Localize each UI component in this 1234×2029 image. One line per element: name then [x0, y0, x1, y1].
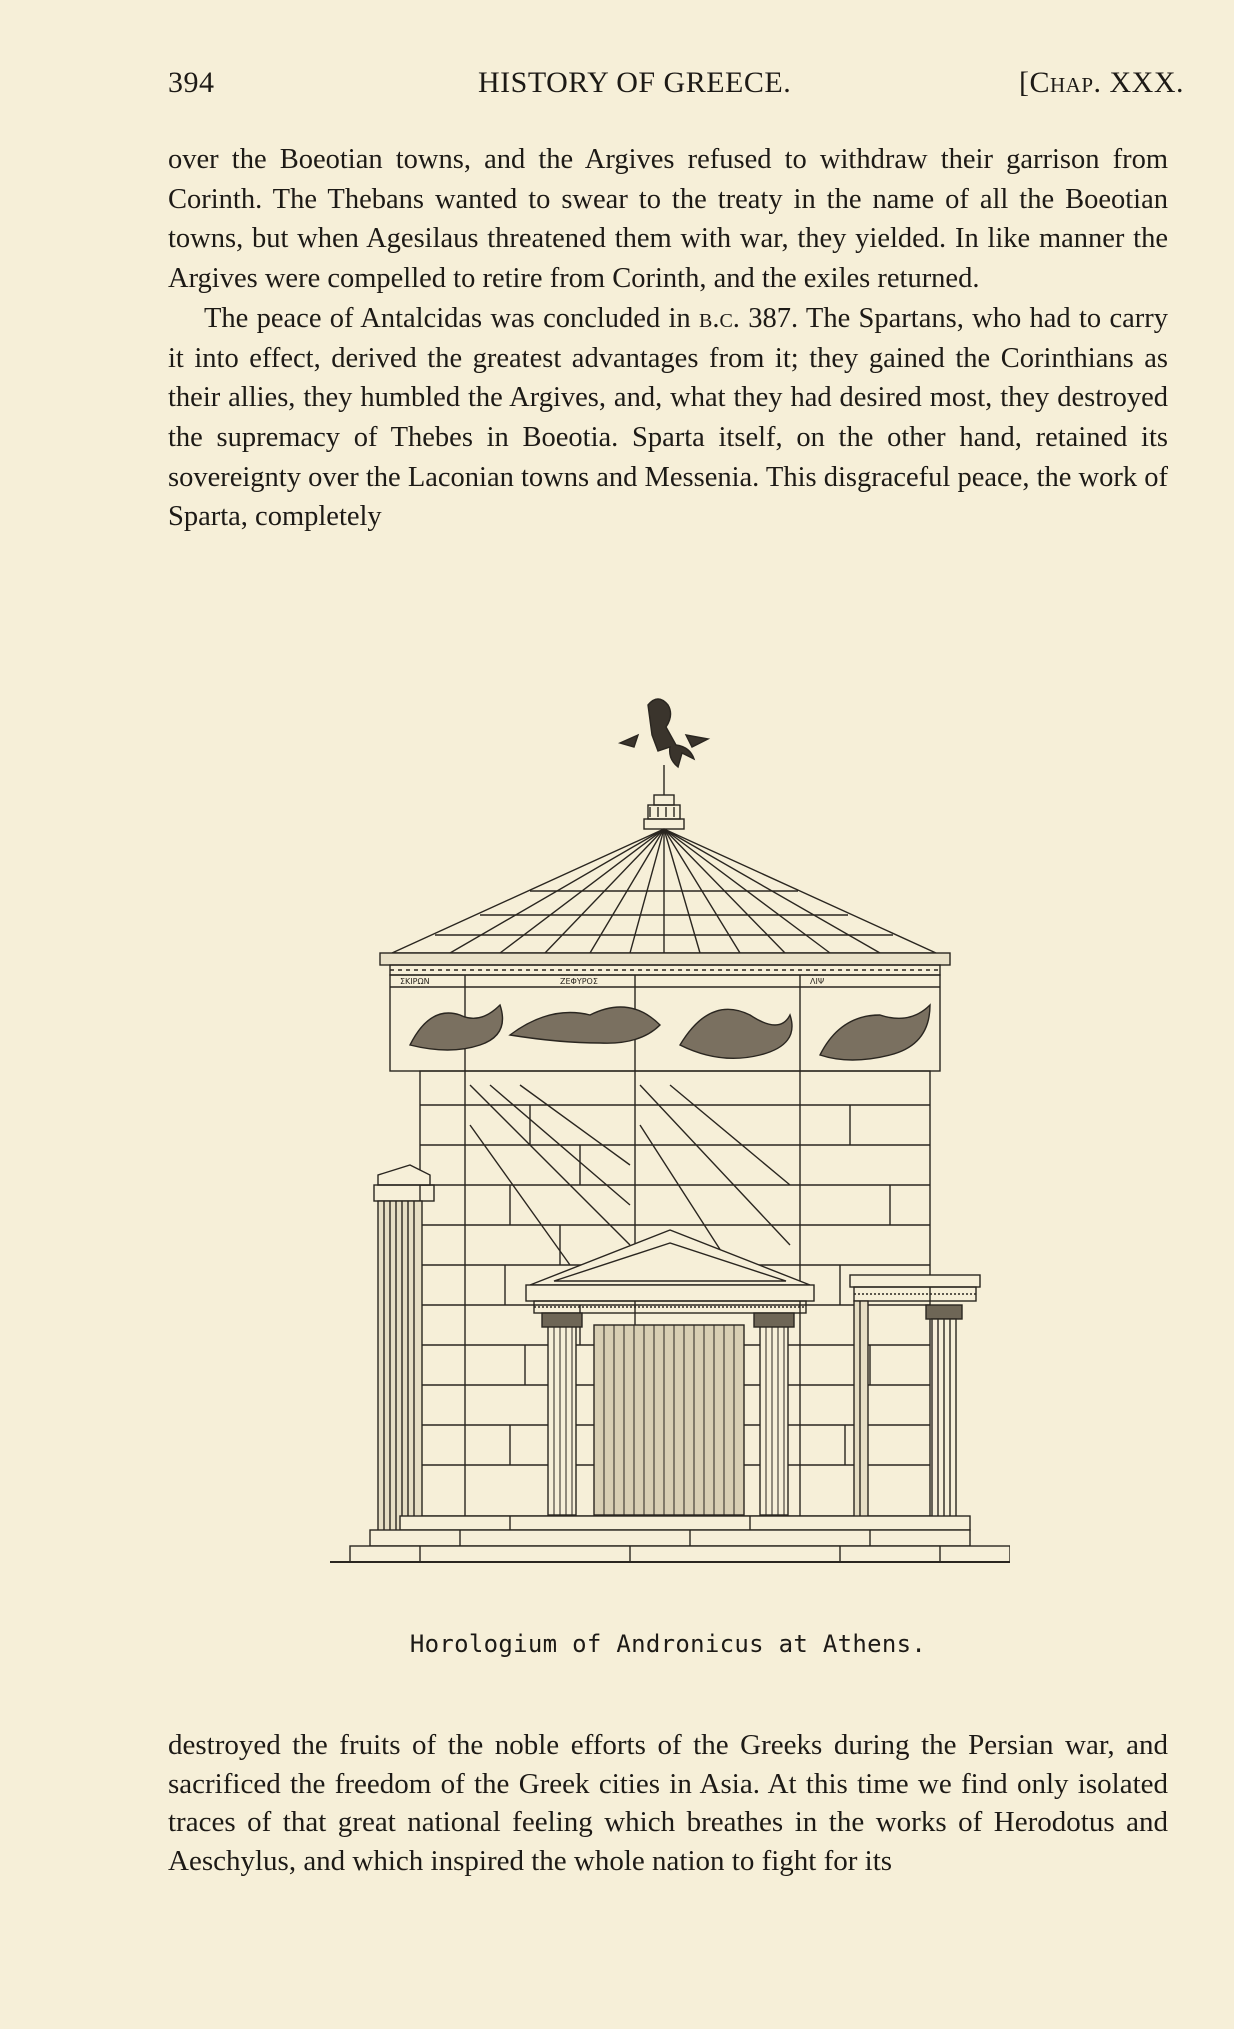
paragraph-continued: destroyed the fruits of the noble efforts of the Greeks during the Persian war, and sacrificed the freedom of the Greek cities in Asia. At this time we find only isolated traces of that great national feeling which breathes in the works of Herodotus and Aeschylus, and which inspired the whole nation to fight for its: [168, 1729, 1168, 1877]
porch-pediment: [526, 1230, 814, 1515]
base-steps: [330, 1516, 1010, 1562]
paragraph-peace-of-antalcidas: [168, 299, 1168, 537]
frieze-label-right: ΛΙΨ: [810, 977, 825, 986]
running-head: [168, 66, 1184, 110]
left-annex: [374, 1165, 434, 1551]
body-text-bottom: [168, 1726, 1168, 1880]
horologium-illustration: [330, 685, 1010, 1615]
body-text-top: [168, 140, 1168, 537]
right-portico: [850, 1275, 980, 1519]
tower-of-winds-engraving: [330, 685, 1010, 1615]
frieze-label-left: ΣΚΙΡΩΝ: [400, 977, 430, 986]
chapter-reference: [Chap. XXX.: [1018, 66, 1184, 99]
conical-roof: [392, 829, 936, 953]
page-number: 394: [168, 66, 215, 99]
figure-caption: Horologium of Andronicus at Athens.: [409, 1630, 927, 1658]
book-title: HISTORY OF GREECE.: [478, 66, 792, 99]
paragraph-continuation: over the Boeotian towns, and the Argives refused to withdraw their garrison from Corinth. The Thebans wanted to swear to the treaty in the name of all the Boeotian towns, but when Agesilaus threatened them with war, they yielded. In like manner the Argives were compelled to retire from Corinth, and the exiles returned.: [168, 144, 1168, 295]
triton-weathervane-icon: [620, 699, 708, 829]
frieze-label-center: ΖΕΦΥΡΟΣ: [560, 977, 598, 986]
frieze: [390, 975, 940, 1071]
paragraph-text: The peace of Antalcidas was concluded in: [204, 302, 699, 334]
paragraph-text: 387. The Spartans, who had to carry it into effect, derived the greatest advantages from it; they gained the Corinthians as their allies, they humbled the Argives, and, what they had desired most, they destroyed the supremacy of Thebes in Boeotia. Sparta itself, on the other hand, retained its sovereignty over the Laconian towns and Messenia. This disgraceful peace, the work of Sparta, completely: [168, 302, 1168, 533]
era-abbreviation: b.c.: [699, 302, 740, 334]
